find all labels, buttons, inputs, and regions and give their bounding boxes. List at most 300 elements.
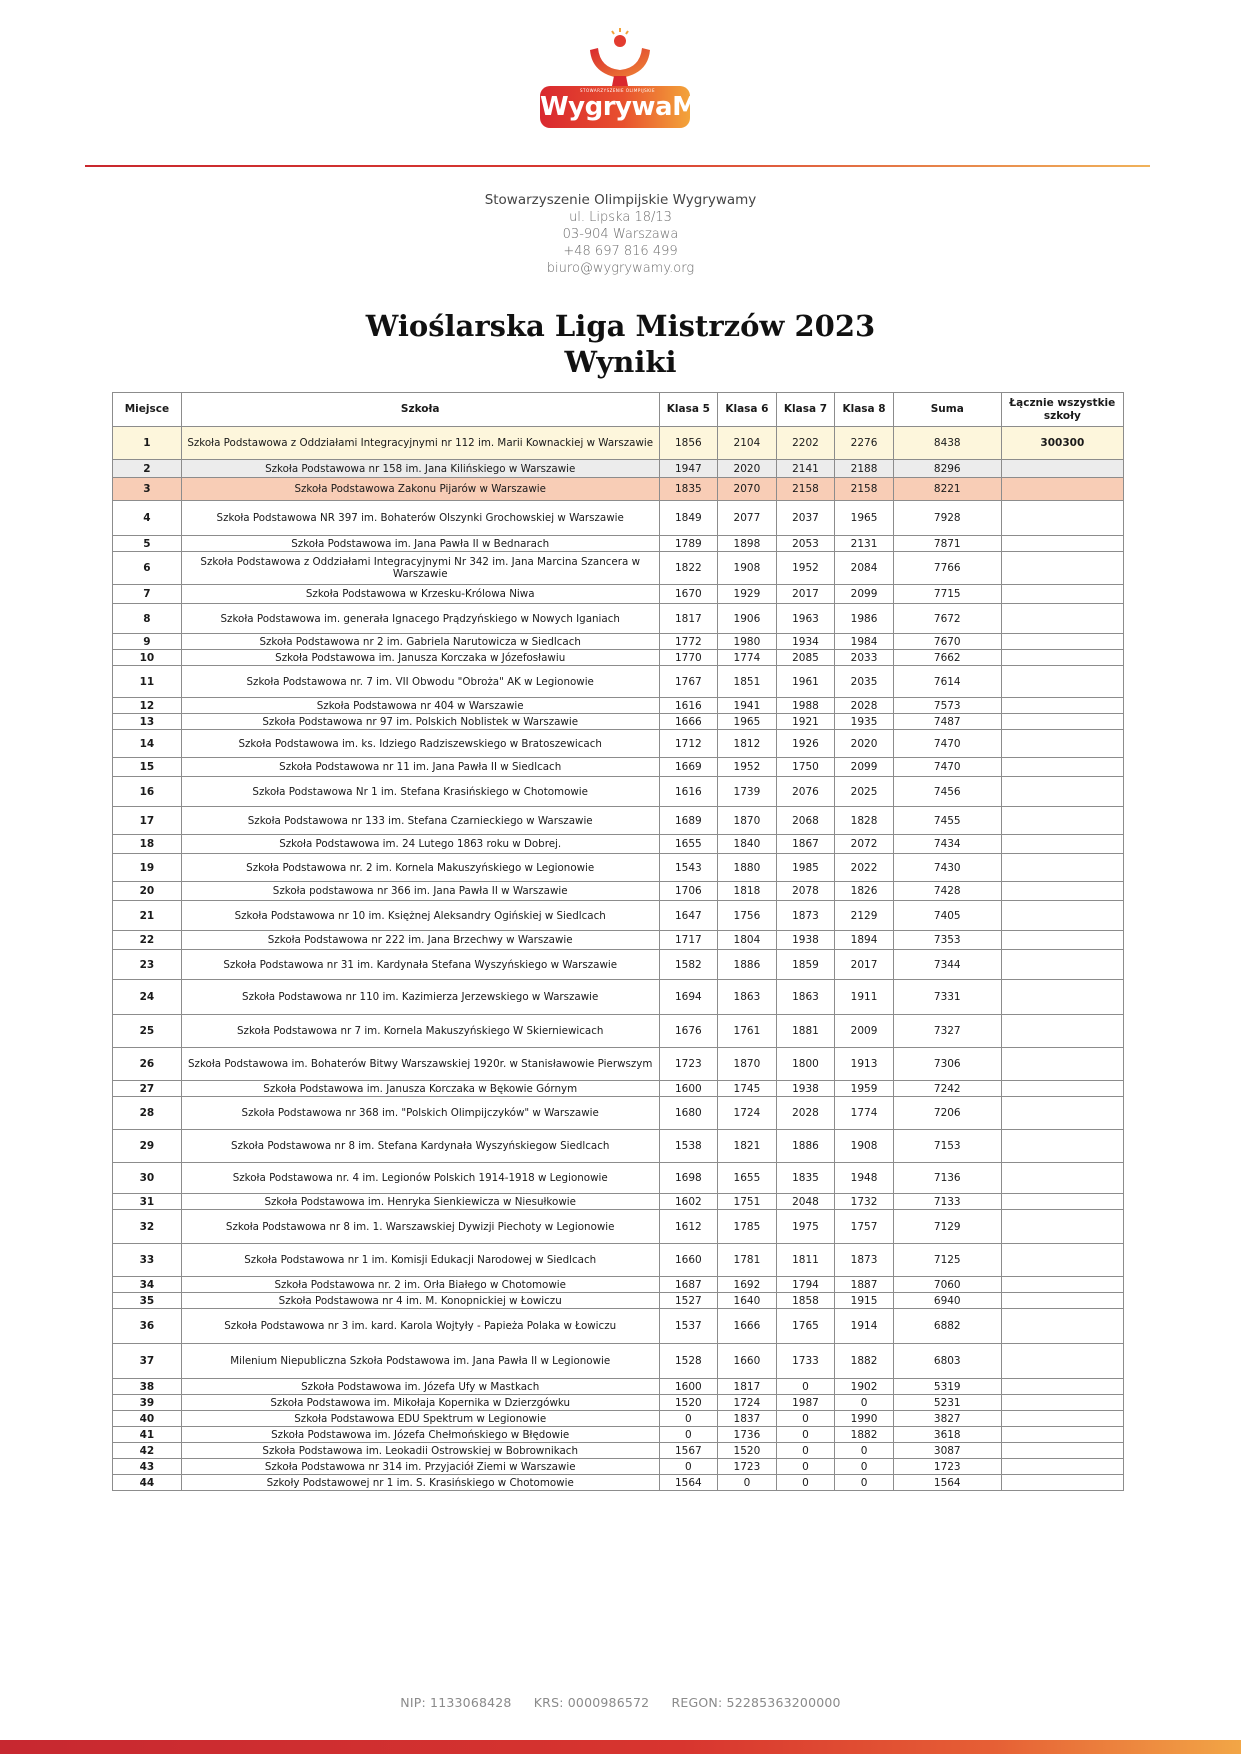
cell-place: 21 [113, 901, 182, 931]
cell-school: Szkoła Podstawowa EDU Spektrum w Legionowie [181, 1411, 659, 1427]
page-title [0, 308, 1241, 380]
table-row [113, 650, 1124, 666]
cell-place: 44 [113, 1475, 182, 1491]
cell-k8: 1908 [835, 1130, 894, 1163]
cell-sum: 7353 [893, 931, 1001, 950]
cell-place: 1 [113, 427, 182, 460]
cell-k8: 1828 [835, 807, 894, 835]
cell-school: Szkoła Podstawowa nr 8 im. Stefana Kardynała Wyszyńskiegow Siedlcach [181, 1130, 659, 1163]
cell-k5: 1582 [659, 950, 718, 980]
cell-k6: 1666 [718, 1309, 777, 1344]
cell-total-all [1001, 1411, 1123, 1427]
footer-krs: KRS: 0000986572 [533, 1695, 650, 1710]
cell-school: Szkoła Podstawowa nr 110 im. Kazimierza Jerzewskiego w Warszawie [181, 980, 659, 1015]
cell-k8: 2158 [835, 478, 894, 501]
cell-total-all: 300300 [1001, 427, 1123, 460]
cell-sum: 8438 [893, 427, 1001, 460]
cell-total-all [1001, 758, 1123, 777]
cell-k6: 2020 [718, 460, 777, 478]
cell-sum: 7573 [893, 698, 1001, 714]
cell-school: Szkoła Podstawowa nr 4 im. M. Konopnickiej w Łowiczu [181, 1293, 659, 1309]
cell-k6: 1965 [718, 714, 777, 730]
cell-school: Szkoła Podstawowa im. 24 Lutego 1863 roku w Dobrej. [181, 835, 659, 854]
cell-k5: 1789 [659, 536, 718, 552]
cell-place: 20 [113, 882, 182, 901]
cell-k5: 0 [659, 1427, 718, 1443]
cell-sum: 1564 [893, 1475, 1001, 1491]
cell-sum: 7715 [893, 585, 1001, 604]
cell-k6: 1692 [718, 1277, 777, 1293]
cell-k5: 1660 [659, 1244, 718, 1277]
cell-school: Szkoła Podstawowa im. Bohaterów Bitwy Warszawskiej 1920r. w Stanisławowie Pierwszym [181, 1048, 659, 1081]
cell-k6: 1655 [718, 1163, 777, 1194]
cell-total-all [1001, 1395, 1123, 1411]
cell-sum: 7614 [893, 666, 1001, 698]
table-row [113, 1427, 1124, 1443]
cell-total-all [1001, 650, 1123, 666]
email: biuro@wygrywamy.org [546, 261, 695, 276]
cell-school: Szkoła Podstawowa im. Janusza Korczaka w Bękowie Górnym [181, 1081, 659, 1097]
cell-total-all [1001, 1210, 1123, 1244]
cell-sum: 6940 [893, 1293, 1001, 1309]
cell-sum: 7662 [893, 650, 1001, 666]
cell-total-all [1001, 950, 1123, 980]
cell-k7: 1934 [776, 634, 835, 650]
cell-k6: 1520 [718, 1443, 777, 1459]
cell-k7: 1873 [776, 901, 835, 931]
cell-k7: 1975 [776, 1210, 835, 1244]
cell-place: 43 [113, 1459, 182, 1475]
cell-school: Szkoła Podstawowa w Krzesku-Królowa Niwa [181, 585, 659, 604]
cell-k5: 1600 [659, 1081, 718, 1097]
cell-total-all [1001, 634, 1123, 650]
cell-k7: 2037 [776, 501, 835, 536]
cell-sum: 7672 [893, 604, 1001, 634]
table-row [113, 835, 1124, 854]
cell-k5: 0 [659, 1459, 718, 1475]
cell-k6: 1761 [718, 1015, 777, 1048]
cell-sum: 7344 [893, 950, 1001, 980]
cell-k7: 0 [776, 1459, 835, 1475]
cell-k8: 1914 [835, 1309, 894, 1344]
table-row [113, 1163, 1124, 1194]
cell-total-all [1001, 460, 1123, 478]
table-row [113, 1194, 1124, 1210]
cell-k5: 1712 [659, 730, 718, 758]
header-sum: Suma [893, 393, 1001, 427]
cell-school: Szkoła Podstawowa im. Józefa Chełmońskiego w Błędowie [181, 1427, 659, 1443]
cell-k5: 1849 [659, 501, 718, 536]
cell-school: Szkoła Podstawowa im. Mikołaja Kopernika w Dzierzgówku [181, 1395, 659, 1411]
cell-total-all [1001, 1344, 1123, 1379]
cell-k7: 2028 [776, 1097, 835, 1130]
table-row [113, 1210, 1124, 1244]
cell-k8: 2028 [835, 698, 894, 714]
cell-k7: 2085 [776, 650, 835, 666]
table-row [113, 807, 1124, 835]
brand-name: WygrywaMy [540, 92, 714, 122]
table-row [113, 1379, 1124, 1395]
cell-k7: 1835 [776, 1163, 835, 1194]
cell-k6: 1870 [718, 1048, 777, 1081]
cell-k8: 0 [835, 1475, 894, 1491]
cell-k5: 1538 [659, 1130, 718, 1163]
cell-total-all [1001, 1194, 1123, 1210]
cell-k7: 1859 [776, 950, 835, 980]
table-row [113, 714, 1124, 730]
cell-total-all [1001, 980, 1123, 1015]
cell-school: Szkoła Podstawowa nr 97 im. Polskich Noblistek w Warszawie [181, 714, 659, 730]
cell-sum: 7153 [893, 1130, 1001, 1163]
cell-school: Milenium Niepubliczna Szkoła Podstawowa im. Jana Pawła II w Legionowie [181, 1344, 659, 1379]
cell-k7: 0 [776, 1475, 835, 1491]
cell-total-all [1001, 1097, 1123, 1130]
cell-sum: 6882 [893, 1309, 1001, 1344]
cell-sum: 7242 [893, 1081, 1001, 1097]
cell-k5: 1666 [659, 714, 718, 730]
cell-total-all [1001, 714, 1123, 730]
cell-sum: 3087 [893, 1443, 1001, 1459]
cell-k5: 1647 [659, 901, 718, 931]
cell-total-all [1001, 901, 1123, 931]
cell-k7: 1921 [776, 714, 835, 730]
cell-k8: 2099 [835, 758, 894, 777]
cell-sum: 7405 [893, 901, 1001, 931]
cell-k6: 1724 [718, 1097, 777, 1130]
footer-nip: NIP: 1133068428 [400, 1695, 512, 1710]
table-row [113, 1459, 1124, 1475]
cell-k7: 2078 [776, 882, 835, 901]
cell-k7: 2053 [776, 536, 835, 552]
cell-k6: 1751 [718, 1194, 777, 1210]
cell-k7: 1800 [776, 1048, 835, 1081]
cell-sum: 7670 [893, 634, 1001, 650]
cell-sum: 7434 [893, 835, 1001, 854]
cell-k5: 1723 [659, 1048, 718, 1081]
cell-total-all [1001, 604, 1123, 634]
cell-k7: 1987 [776, 1395, 835, 1411]
cell-k8: 2009 [835, 1015, 894, 1048]
cell-school: Szkoła Podstawowa z Oddziałami Integracyjnymi Nr 342 im. Jana Marcina Szancera w Warszawie [181, 552, 659, 585]
cell-place: 42 [113, 1443, 182, 1459]
cell-k8: 2099 [835, 585, 894, 604]
cell-k6: 1781 [718, 1244, 777, 1277]
cell-sum: 7455 [893, 807, 1001, 835]
cell-k6: 1736 [718, 1427, 777, 1443]
cell-place: 25 [113, 1015, 182, 1048]
cell-place: 40 [113, 1411, 182, 1427]
table-row [113, 427, 1124, 460]
cell-school: Szkoła Podstawowa im. Leokadii Ostrowskiej w Bobrownikach [181, 1443, 659, 1459]
cell-school: Szkoła podstawowa nr 366 im. Jana Pawła II w Warszawie [181, 882, 659, 901]
cell-k7: 2158 [776, 478, 835, 501]
cell-place: 18 [113, 835, 182, 854]
table-row [113, 460, 1124, 478]
table-row [113, 1395, 1124, 1411]
cell-k6: 1980 [718, 634, 777, 650]
cell-place: 16 [113, 777, 182, 807]
cell-sum: 5319 [893, 1379, 1001, 1395]
cell-school: Szkoła Podstawowa im. Jana Pawła II w Bednarach [181, 536, 659, 552]
cell-k5: 1527 [659, 1293, 718, 1309]
table-row [113, 1277, 1124, 1293]
cell-k8: 0 [835, 1459, 894, 1475]
cell-place: 34 [113, 1277, 182, 1293]
title-line-1: Wioślarska Liga Mistrzów 2023 [365, 309, 876, 343]
cell-k6: 0 [718, 1475, 777, 1491]
cell-place: 28 [113, 1097, 182, 1130]
cell-k5: 1676 [659, 1015, 718, 1048]
table-row [113, 1244, 1124, 1277]
cell-k7: 1858 [776, 1293, 835, 1309]
cell-place: 30 [113, 1163, 182, 1194]
table-row [113, 1309, 1124, 1344]
cell-k5: 1772 [659, 634, 718, 650]
cell-sum: 7470 [893, 730, 1001, 758]
table-row [113, 882, 1124, 901]
cell-sum: 1723 [893, 1459, 1001, 1475]
cell-k7: 0 [776, 1379, 835, 1395]
cell-place: 39 [113, 1395, 182, 1411]
cell-k5: 1616 [659, 698, 718, 714]
cell-k5: 1689 [659, 807, 718, 835]
cell-sum: 7129 [893, 1210, 1001, 1244]
cell-total-all [1001, 835, 1123, 854]
cell-place: 23 [113, 950, 182, 980]
phone: +48 697 816 499 [563, 244, 678, 259]
cell-place: 27 [113, 1081, 182, 1097]
cell-k5: 0 [659, 1411, 718, 1427]
cell-sum: 7125 [893, 1244, 1001, 1277]
cell-k7: 2068 [776, 807, 835, 835]
cell-k6: 1840 [718, 835, 777, 854]
cell-k7: 2048 [776, 1194, 835, 1210]
cell-school: Szkoła Podstawowa nr 222 im. Jana Brzechwy w Warszawie [181, 931, 659, 950]
cell-total-all [1001, 1379, 1123, 1395]
cell-k7: 1952 [776, 552, 835, 585]
cell-k7: 1881 [776, 1015, 835, 1048]
cell-k5: 1669 [659, 758, 718, 777]
cell-total-all [1001, 1427, 1123, 1443]
cell-school: Szkoła Podstawowa nr 158 im. Jana Kilińskiego w Warszawie [181, 460, 659, 478]
cell-k8: 1965 [835, 501, 894, 536]
table-row [113, 758, 1124, 777]
cell-k5: 1520 [659, 1395, 718, 1411]
cell-total-all [1001, 1443, 1123, 1459]
cell-k6: 1774 [718, 650, 777, 666]
cell-total-all [1001, 1244, 1123, 1277]
cell-k6: 1880 [718, 854, 777, 882]
cell-k6: 1941 [718, 698, 777, 714]
org-name: Stowarzyszenie Olimpijskie Wygrywamy [484, 192, 757, 208]
cell-k7: 1811 [776, 1244, 835, 1277]
header-total-all: Łącznie wszystkie szkoły [1001, 393, 1123, 427]
table-row [113, 1048, 1124, 1081]
cell-school: Szkoła Podstawowa nr 1 im. Komisji Edukacji Narodowej w Siedlcach [181, 1244, 659, 1277]
cell-k8: 2025 [835, 777, 894, 807]
cell-sum: 7206 [893, 1097, 1001, 1130]
header-klasa-5: Klasa 5 [659, 393, 718, 427]
cell-k7: 2141 [776, 460, 835, 478]
cell-sum: 7331 [893, 980, 1001, 1015]
cell-k5: 1817 [659, 604, 718, 634]
header-place: Miejsce [113, 393, 182, 427]
cell-k5: 1698 [659, 1163, 718, 1194]
table-row [113, 634, 1124, 650]
cell-k5: 1694 [659, 980, 718, 1015]
cell-school: Szkoła Podstawowa nr 8 im. 1. Warszawskiej Dywizji Piechoty w Legionowie [181, 1210, 659, 1244]
cell-k6: 2077 [718, 501, 777, 536]
cell-place: 31 [113, 1194, 182, 1210]
cell-k7: 1733 [776, 1344, 835, 1379]
street: ul. Lipska 18/13 [569, 210, 672, 225]
cell-school: Szkoła Podstawowa nr 7 im. Kornela Makuszyńskiego W Skierniewicach [181, 1015, 659, 1048]
cell-k5: 1680 [659, 1097, 718, 1130]
cell-k7: 1863 [776, 980, 835, 1015]
cell-k7: 1794 [776, 1277, 835, 1293]
cell-total-all [1001, 1293, 1123, 1309]
table-row [113, 478, 1124, 501]
cell-k8: 1935 [835, 714, 894, 730]
cell-total-all [1001, 1015, 1123, 1048]
cell-total-all [1001, 730, 1123, 758]
cell-k8: 1911 [835, 980, 894, 1015]
cell-total-all [1001, 931, 1123, 950]
cell-school: Szkoła Podstawowa nr 133 im. Stefana Czarnieckiego w Warszawie [181, 807, 659, 835]
cell-sum: 7060 [893, 1277, 1001, 1293]
cell-place: 38 [113, 1379, 182, 1395]
city: 03-904 Warszawa [562, 227, 679, 242]
cell-k6: 1723 [718, 1459, 777, 1475]
cell-place: 32 [113, 1210, 182, 1244]
cell-k6: 1818 [718, 882, 777, 901]
cell-k5: 1822 [659, 552, 718, 585]
cell-total-all [1001, 501, 1123, 536]
cell-k5: 1770 [659, 650, 718, 666]
cell-total-all [1001, 1277, 1123, 1293]
header-school: Szkoła [181, 393, 659, 427]
cell-k6: 2104 [718, 427, 777, 460]
table-row [113, 931, 1124, 950]
table-row [113, 1097, 1124, 1130]
cell-k8: 1774 [835, 1097, 894, 1130]
cell-k6: 1756 [718, 901, 777, 931]
table-row [113, 1130, 1124, 1163]
cell-school: Szkoła Podstawowa nr. 4 im. Legionów Polskich 1914-1918 w Legionowie [181, 1163, 659, 1194]
cell-k7: 1938 [776, 1081, 835, 1097]
cell-k6: 1870 [718, 807, 777, 835]
cell-k8: 1826 [835, 882, 894, 901]
cell-sum: 7133 [893, 1194, 1001, 1210]
cell-k5: 1543 [659, 854, 718, 882]
cell-k7: 1750 [776, 758, 835, 777]
brand-micro-text: STOWARZYSZENIE OLIMPIJSKIE [580, 88, 655, 93]
cell-total-all [1001, 698, 1123, 714]
cell-k8: 2022 [835, 854, 894, 882]
cell-k6: 1908 [718, 552, 777, 585]
cell-k5: 1947 [659, 460, 718, 478]
cell-k8: 2129 [835, 901, 894, 931]
title-line-2: Wyniki [564, 345, 677, 379]
results-table [112, 392, 1124, 1491]
cell-k5: 1612 [659, 1210, 718, 1244]
cell-k8: 1882 [835, 1427, 894, 1443]
cell-k7: 2076 [776, 777, 835, 807]
cell-k6: 1785 [718, 1210, 777, 1244]
table-row [113, 1293, 1124, 1309]
table-row [113, 666, 1124, 698]
cell-place: 14 [113, 730, 182, 758]
cell-school: Szkoła Podstawowa nr. 7 im. VII Obwodu "Obroża" AK w Legionowie [181, 666, 659, 698]
cell-total-all [1001, 478, 1123, 501]
table-row [113, 1081, 1124, 1097]
cell-total-all [1001, 1163, 1123, 1194]
cell-k6: 1804 [718, 931, 777, 950]
cell-place: 24 [113, 980, 182, 1015]
header-klasa-6: Klasa 6 [718, 393, 777, 427]
cell-k5: 1856 [659, 427, 718, 460]
cell-k6: 1821 [718, 1130, 777, 1163]
cell-k7: 1961 [776, 666, 835, 698]
cell-k7: 2017 [776, 585, 835, 604]
cell-place: 17 [113, 807, 182, 835]
cell-k7: 2202 [776, 427, 835, 460]
table-row [113, 1344, 1124, 1379]
cell-place: 33 [113, 1244, 182, 1277]
cell-k6: 1929 [718, 585, 777, 604]
cell-place: 5 [113, 536, 182, 552]
cell-k5: 1717 [659, 931, 718, 950]
cell-total-all [1001, 882, 1123, 901]
table-row [113, 604, 1124, 634]
cell-sum: 7871 [893, 536, 1001, 552]
footer-regon: REGON: 52285363200000 [671, 1695, 841, 1710]
cell-school: Szkoła Podstawowa im. generała Ignacego Prądzyńskiego w Nowych Iganiach [181, 604, 659, 634]
cell-k6: 1952 [718, 758, 777, 777]
cell-k5: 1616 [659, 777, 718, 807]
cell-school: Szkoła Podstawowa nr 3 im. kard. Karola Wojtyły - Papieża Polaka w Łowiczu [181, 1309, 659, 1344]
cell-k6: 1745 [718, 1081, 777, 1097]
cell-k5: 1687 [659, 1277, 718, 1293]
cell-k8: 1915 [835, 1293, 894, 1309]
cell-sum: 5231 [893, 1395, 1001, 1411]
cell-sum: 6803 [893, 1344, 1001, 1379]
cell-school: Szkoła Podstawowa Nr 1 im. Stefana Krasińskiego w Chotomowie [181, 777, 659, 807]
cell-place: 7 [113, 585, 182, 604]
cell-k8: 2020 [835, 730, 894, 758]
table-row [113, 1443, 1124, 1459]
table-row [113, 854, 1124, 882]
cell-total-all [1001, 1475, 1123, 1491]
cell-k6: 2070 [718, 478, 777, 501]
cell-k6: 1812 [718, 730, 777, 758]
cell-k5: 1528 [659, 1344, 718, 1379]
cell-k7: 1926 [776, 730, 835, 758]
cell-school: Szkoła Podstawowa nr. 2 im. Orła Białego w Chotomowie [181, 1277, 659, 1293]
cell-school: Szkoła Podstawowa im. Janusza Korczaka w Józefosławiu [181, 650, 659, 666]
cell-k8: 2072 [835, 835, 894, 854]
footer-bar [0, 1740, 1241, 1754]
cell-k7: 1867 [776, 835, 835, 854]
cell-k8: 1757 [835, 1210, 894, 1244]
cell-sum: 7928 [893, 501, 1001, 536]
table-row [113, 730, 1124, 758]
header-klasa-8: Klasa 8 [835, 393, 894, 427]
cell-k6: 1660 [718, 1344, 777, 1379]
table-header-row [113, 393, 1124, 427]
cell-school: Szkoła Podstawowa im. Henryka Sienkiewicza w Niesułkowie [181, 1194, 659, 1210]
table-row [113, 552, 1124, 585]
